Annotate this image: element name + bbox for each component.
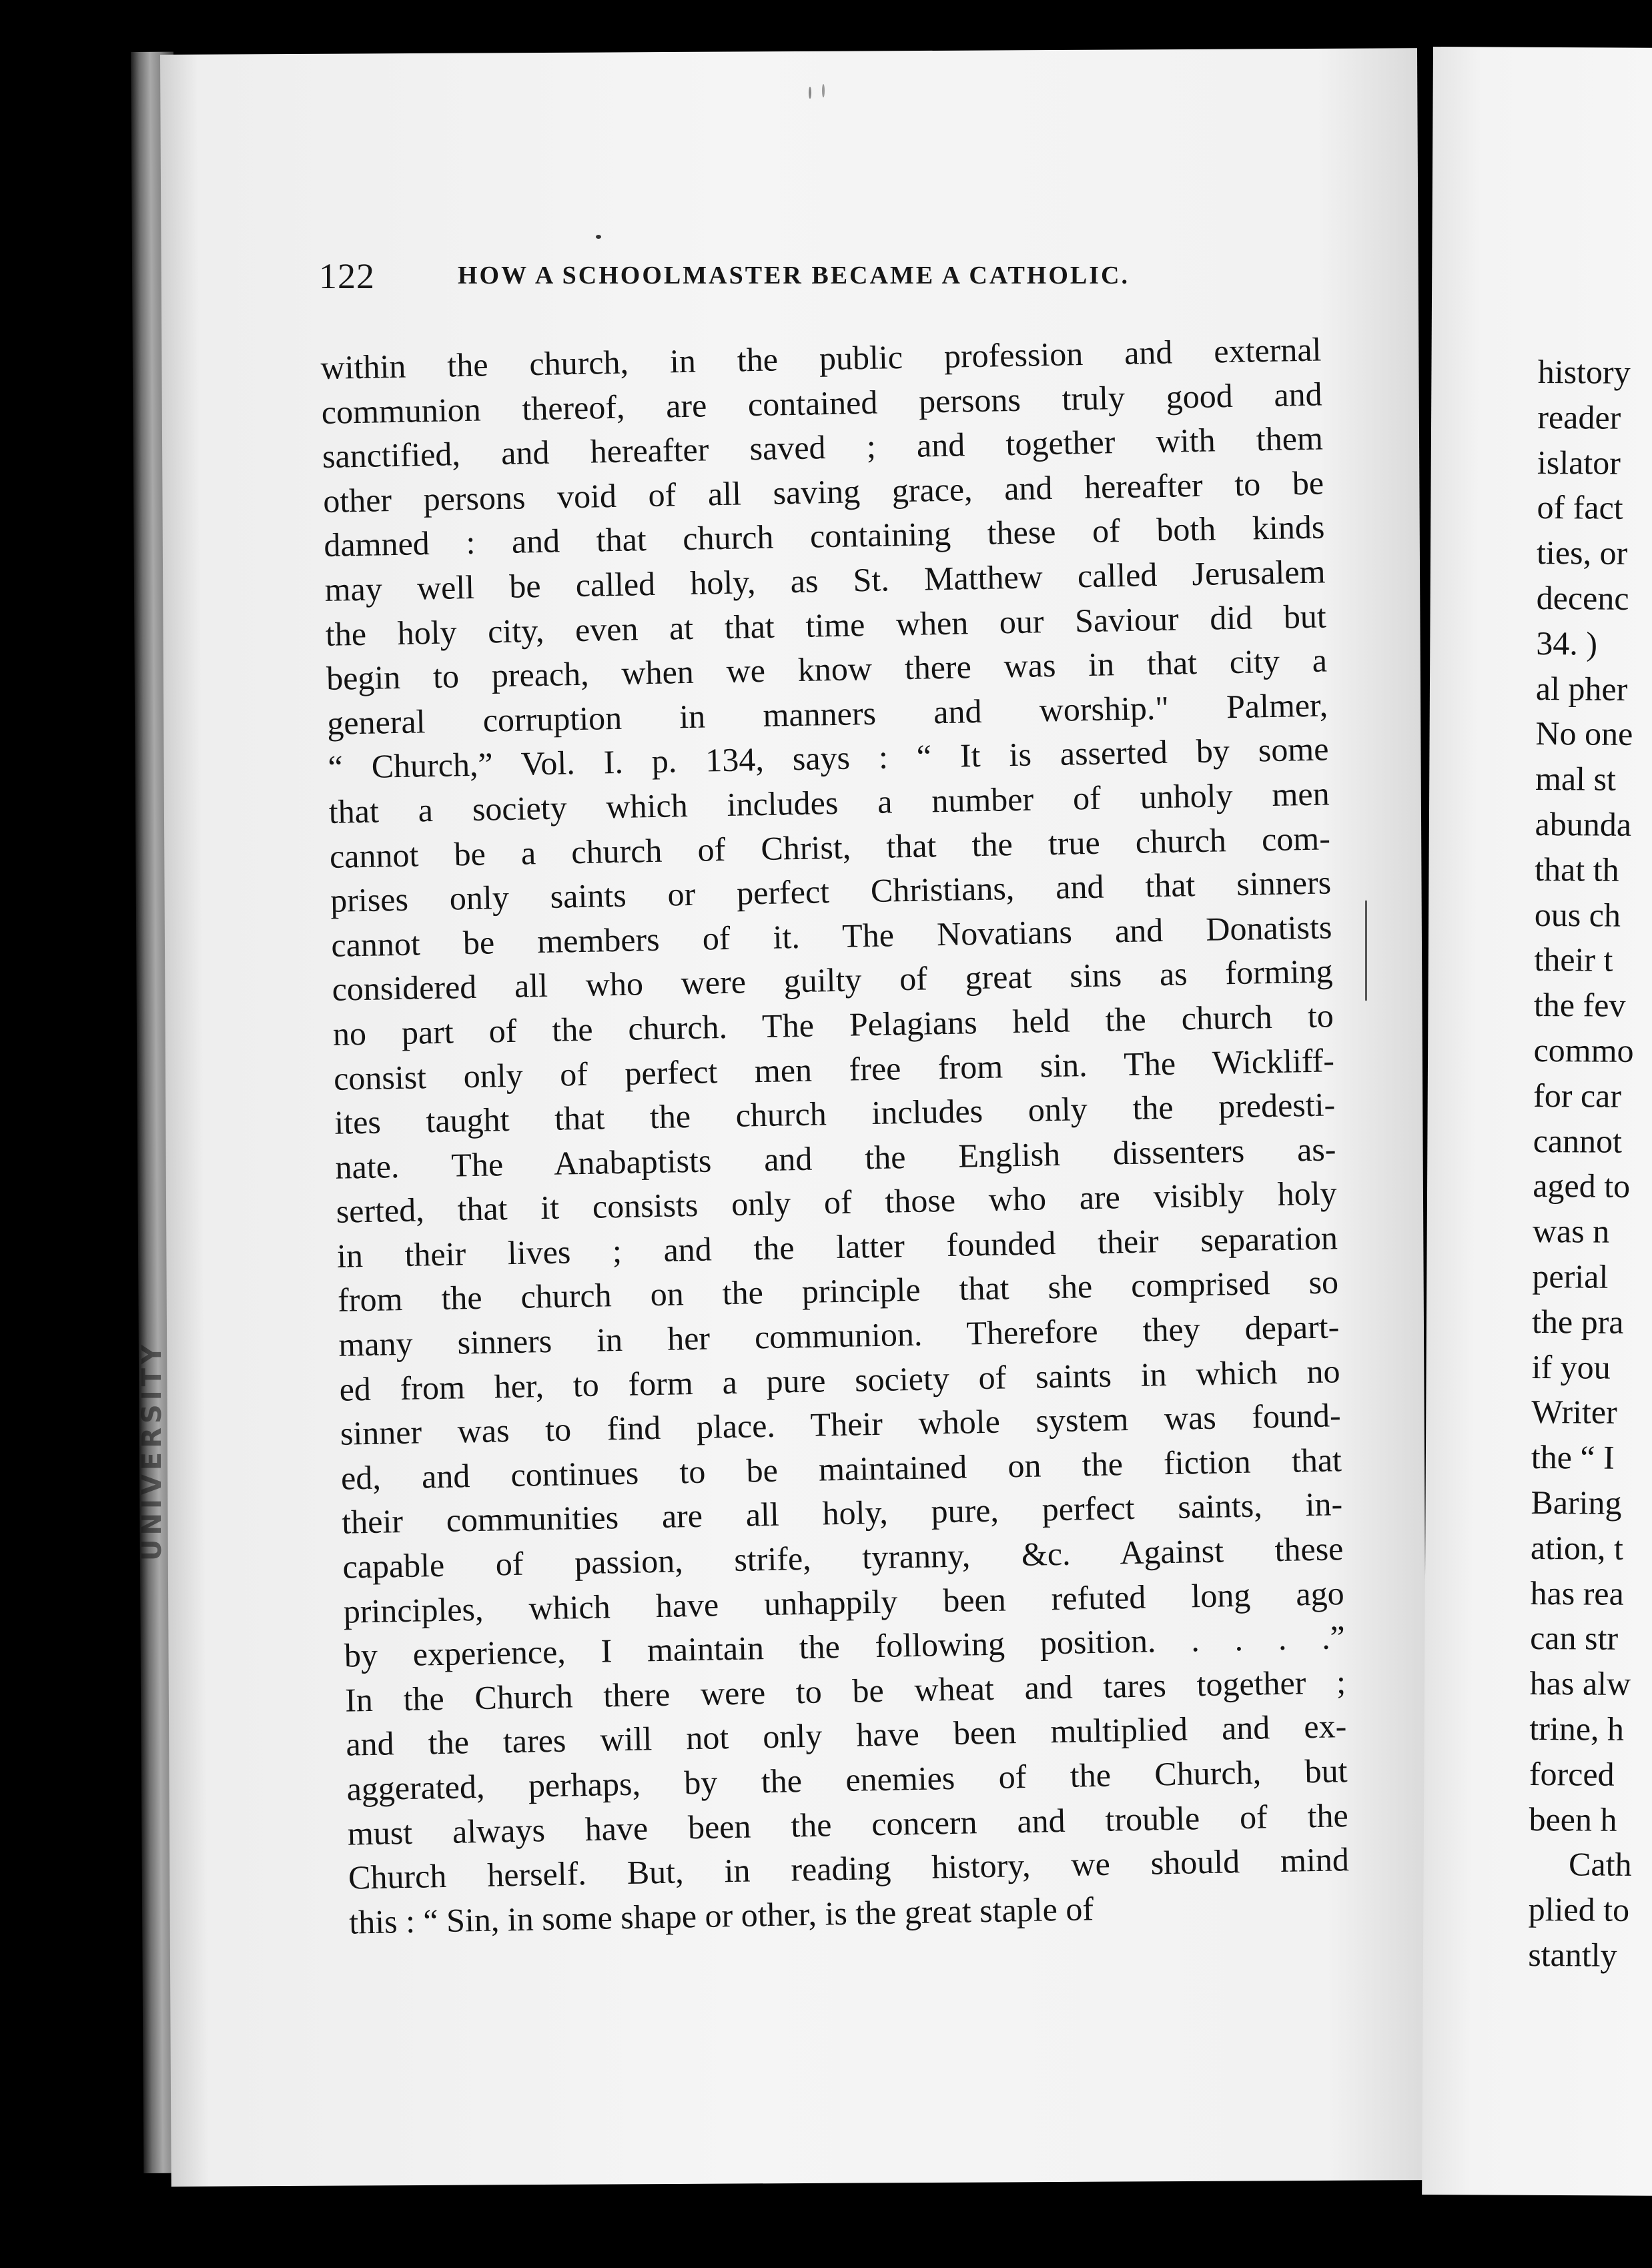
text-line: cannot be a church of Christ, that the true church com- <box>329 818 1331 875</box>
text-line-fragment: was n <box>1532 1212 1610 1250</box>
text-line: no part of the church. The Pelagians held the church to <box>332 997 1334 1053</box>
text-line: cannot be members of it. The Novatians and Donatists <box>330 908 1332 964</box>
text-line-fragment: Writer <box>1531 1393 1617 1432</box>
text-line-fragment: stantly <box>1528 1935 1617 1974</box>
text-line-fragment: their t <box>1534 941 1613 979</box>
text-line-fragment: of fact <box>1537 488 1623 527</box>
text-line: by experience, I maintain the following position. . . . .” <box>344 1618 1346 1674</box>
text-line-fragment: 34. ) <box>1536 624 1598 662</box>
text-line-fragment: decenc <box>1536 578 1629 617</box>
running-head <box>319 255 1186 302</box>
text-line: other persons void of all saving grace, and hereafter to be <box>322 464 1324 520</box>
text-line-fragment: forced <box>1529 1754 1615 1793</box>
text-line: Church herself. But, in reading history, we should mind <box>348 1840 1350 1896</box>
text-line: their communities are all holy, pure, perfect saints, in- <box>341 1485 1343 1542</box>
text-line-fragment: Baring <box>1531 1483 1622 1522</box>
text-line: that a society which includes a number of unholy men <box>328 774 1330 830</box>
text-line: the holy city, even at that time when our Saviour did but <box>325 597 1327 653</box>
text-line-fragment: al pher <box>1535 669 1628 708</box>
text-line-fragment: the “ I <box>1531 1438 1615 1476</box>
text-line-fragment: can str <box>1530 1619 1619 1658</box>
text-line-fragment: trine, h <box>1529 1709 1625 1748</box>
library-stamp: UNIVERSITY <box>137 1341 167 1561</box>
text-line-fragment: the fev <box>1533 986 1626 1024</box>
text-line: ed from her, to form a pure society of saints in which no <box>339 1351 1340 1408</box>
ink-speck <box>809 87 811 99</box>
text-line: communion thereof, are contained persons truly good and <box>321 375 1323 431</box>
text-line: prises only saints or perfect Christians, and that sinners <box>330 863 1332 919</box>
text-line: damned : and that church containing these of both kinds <box>323 508 1325 564</box>
text-line: consist only of perfect men free from sin. The Wickliff- <box>333 1041 1335 1097</box>
text-line: capable of passion, strife, tyranny, &c. Against these <box>342 1530 1344 1586</box>
text-line: this : “ Sin, in some shape or other, is the great staple of <box>348 1889 1094 1941</box>
text-line-fragment: cannot <box>1533 1121 1623 1160</box>
text-line: ites taught that the church includes only the predesti- <box>334 1085 1336 1141</box>
text-line: in their lives ; and the latter founded their separation <box>336 1219 1338 1275</box>
text-line-fragment: perial <box>1532 1257 1609 1295</box>
text-line: and the tares will not only have been multiplied and ex- <box>345 1707 1347 1764</box>
page-number: 122 <box>319 256 375 296</box>
text-line: considered all who were guilty of great sins as forming <box>332 952 1333 1009</box>
text-line: In the Church there were to be wheat and tares together ; <box>344 1662 1346 1719</box>
text-line-fragment: No one <box>1535 714 1633 753</box>
text-line: sanctified, and hereafter saved ; and together with them <box>322 419 1324 476</box>
text-line-fragment: mal st <box>1535 760 1617 798</box>
text-line: must always have been the concern and trouble of the <box>347 1796 1349 1852</box>
text-line-fragment: commo <box>1533 1031 1634 1069</box>
ink-speck <box>822 84 825 97</box>
text-line-fragment: if you <box>1531 1347 1611 1386</box>
text-line-fragment: has alw <box>1529 1664 1631 1702</box>
gutter-mark <box>1365 901 1367 1001</box>
text-line-fragment: ties, or <box>1536 534 1628 572</box>
text-line: “ Church,” Vol. I. p. 134, says : “ It is asserted by some <box>328 730 1329 786</box>
text-line-fragment: islator <box>1537 443 1621 482</box>
text-line-fragment: plied to <box>1528 1890 1630 1928</box>
text-line: many sinners in her communion. Therefore they depart- <box>338 1307 1340 1363</box>
text-line-fragment: history <box>1537 352 1631 391</box>
right-page-body-fragment <box>1528 350 1652 1978</box>
text-line-fragment: aged to <box>1533 1167 1631 1205</box>
text-line: within the church, in the public profession and external <box>320 330 1322 386</box>
text-line-fragment: reader <box>1537 398 1621 436</box>
text-line: principles, which have unhappily been refuted long ago <box>343 1574 1345 1630</box>
left-page-body-text <box>320 328 1350 1944</box>
ink-speck <box>596 235 601 239</box>
text-line: begin to preach, when we know there was in that city a <box>326 641 1328 698</box>
text-line: serted, that it consists only of those who are visibly holy <box>336 1174 1338 1231</box>
text-line: general corruption in manners and worship." Palmer, <box>326 686 1328 742</box>
text-line: ed, and continues to be maintained on the fiction that <box>340 1441 1342 1497</box>
text-line: aggerated, perhaps, by the enemies of the Church, but <box>346 1752 1348 1808</box>
text-line-fragment: for car <box>1533 1076 1622 1115</box>
running-head-title: HOW A SCHOOLMASTER BECAME A CATHOLIC. <box>458 261 1130 290</box>
text-line-fragment: ous ch <box>1534 895 1621 934</box>
text-line-fragment: has rea <box>1530 1574 1624 1612</box>
text-line-fragment: that th <box>1535 850 1619 889</box>
text-line: sinner was to find place. Their whole system was found- <box>340 1396 1342 1452</box>
text-line: may well be called holy, as St. Matthew called Jerusalem <box>324 552 1326 608</box>
text-line-fragment: abunda <box>1535 804 1632 843</box>
text-line-fragment: ation, t <box>1530 1528 1624 1567</box>
text-line-fragment: the pra <box>1531 1302 1624 1341</box>
text-line-fragment: been h <box>1529 1800 1617 1838</box>
text-line: from the church on the principle that she comprised so <box>337 1263 1339 1319</box>
text-line-fragment: Cath <box>1568 1845 1632 1884</box>
text-line: nate. The Anabaptists and the English dissenters as- <box>335 1129 1336 1186</box>
